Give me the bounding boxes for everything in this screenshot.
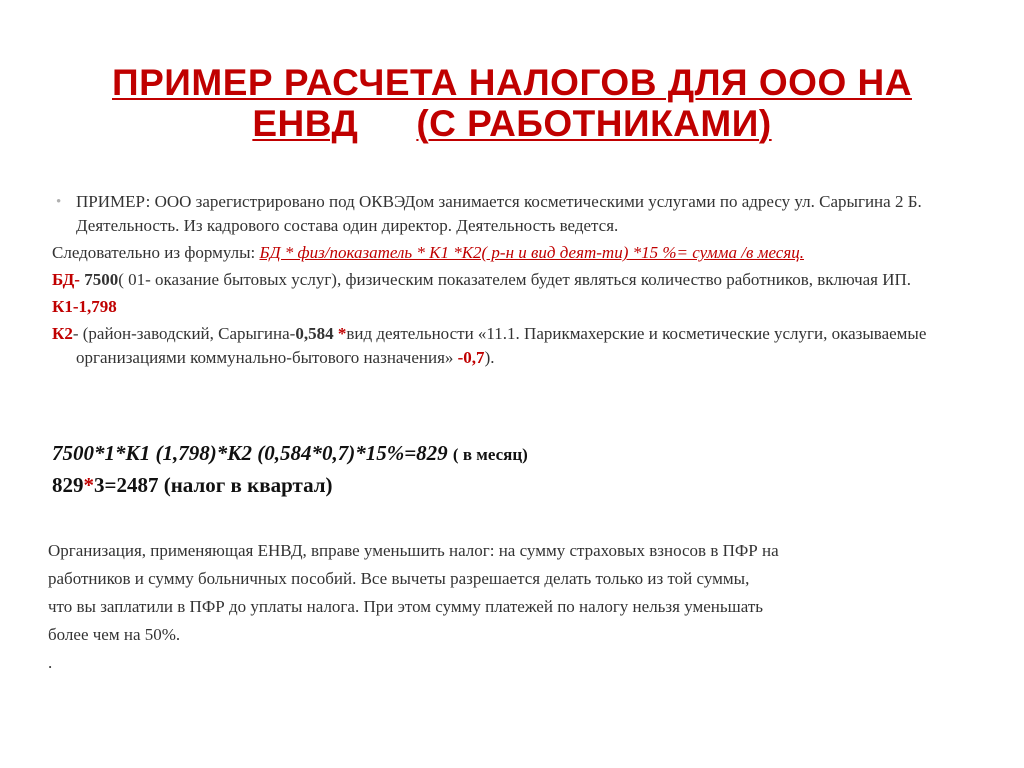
k1-paragraph — [52, 295, 982, 319]
formula-paragraph — [52, 241, 982, 265]
k1-text: К1-1,798 — [52, 297, 117, 316]
k2-value-b: -0,7 — [457, 348, 485, 367]
slide-body — [52, 190, 982, 373]
formula-prefix: Следовательно из формулы: — [52, 243, 260, 262]
organization-line-4: более чем на 50%. — [48, 625, 181, 644]
formula-expression: БД * физ/показатель * К1 *К2( р-н и вид деят-ти) *15 %= сумма /в месяц. — [259, 243, 804, 262]
organization-trailing-dot: . — [48, 653, 53, 672]
organization-line-1: Организация, применяющая ЕНВД, вправе уменьшить налог: на сумму страховых взносов в ПФР на — [48, 541, 779, 560]
calculation-block — [52, 438, 982, 500]
k2-paragraph — [52, 322, 982, 370]
organization-block — [48, 537, 978, 677]
calculation-quarterly-b: 3=2487 (налог в квартал) — [94, 473, 333, 497]
calculation-monthly-suffix: ( в месяц) — [452, 445, 528, 464]
k2-text-b: вид деятельности «11.1. Парикмахерские и косметические услуги, оказываемые организациями коммунально-бытового назначения» — [76, 324, 927, 367]
slide-title — [60, 62, 964, 144]
calculation-monthly — [52, 438, 982, 470]
organization-line-2: работников и сумму больничных пособий. Все вычеты разрешается делать только из той суммы, — [48, 569, 750, 588]
calculation-quarterly-star: * — [83, 473, 94, 497]
title-line-2 — [60, 103, 964, 144]
k2-text-a: - (район-заводский, Сарыгина- — [72, 324, 296, 343]
bd-paragraph — [52, 268, 982, 292]
calculation-quarterly-a: 829 — [52, 473, 84, 497]
k2-value-a: 0,584 — [295, 324, 334, 343]
k2-text-c: ). — [484, 348, 495, 367]
calculation-monthly-expression: 7500*1*К1 (1,798)*К2 (0,584*0,7)*15%=829 — [52, 441, 453, 465]
example-text: ПРИМЕР: ООО зарегистрировано под ОКВЭДом занимается косметическими услугами по адресу ул. Сарыгина 2 Б. Деятельность. Из кадрового состава один директор. Деятельность ведется. — [76, 192, 922, 235]
organization-line-3: что вы заплатили в ПФР до уплаты налога. При этом сумму платежей по налогу нельзя уменьшать — [48, 597, 764, 616]
title-line-2-part-b: (С РАБОТНИКАМИ) — [416, 103, 772, 144]
bd-text: ( 01- оказание бытовых услуг), физическим показателем будет являться количество работников, включая ИП. — [118, 270, 912, 289]
bd-label: БД- — [52, 270, 85, 289]
bullet-icon: • — [56, 194, 62, 210]
calculation-quarterly — [52, 470, 982, 500]
bd-value: 7500 — [84, 270, 119, 289]
title-line-2-part-a: ЕНВД — [252, 103, 359, 144]
k2-label: К2 — [52, 324, 73, 343]
example-paragraph — [52, 190, 982, 238]
k2-star: * — [333, 324, 347, 343]
title-line-1: ПРИМЕР РАСЧЕТА НАЛОГОВ ДЛЯ ООО НА — [112, 62, 912, 103]
